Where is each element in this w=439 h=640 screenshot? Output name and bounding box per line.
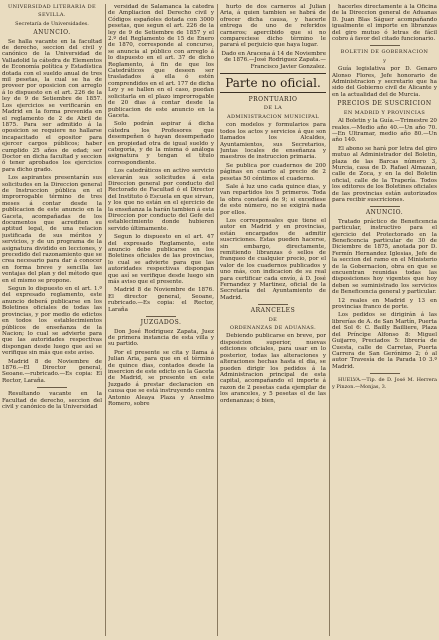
secretariat-header: Secretaría de Universidades. <box>15 20 89 27</box>
paragraph: Sale á luz uno cada quince dias, y van repartidos los 5 primeros. Toda la obra constará de 9; si excediese de este número, no se exigirá nada por ellos. <box>220 183 326 216</box>
paragraph: versidad de Salamanca la cátedra de Ampliacion del Derecho civil y Códigos españoles dotada con 3000 pesetas, que segun el art. 226 de la ley de 9 de Setiembre de 1857 y el 2.º del Reglamento de 15 de Enero de 1870, corresponde al concurso, se anuncia al público con arreglo á lo dispuesto en el art. 37 de dicho Reglamento, á fin de que los Catedráticos que deseen ser trasladados á ella ó estén comprendidos en el art. 177 de dicha Ley y se hallen en el caso, puedan solicitarla en el plazo improrrogable de 20 dias á contar desde la publicacion de este anuncio en la Gaceta. <box>108 4 214 119</box>
subheading: y <box>383 57 386 64</box>
subheading: PRONTUARIO <box>248 96 298 104</box>
paragraph: Los pedidos se dirigirán á las librerías de A. de San Martín, Puerta del Sol 6: C. Bailly Bailliere, Plaza del Príncipe Alfonso 8: Miguel Guijarro, Preciados 5: librería de Cuesta, calle de Carretas, Puerta Carrera de San Gerónimo 2; ó al autor Travesía de la Parada 10 3.º Madrid. <box>332 312 437 370</box>
paragraph: hacerles directamente á la Oficina de la Direccion general de Aduanas D. Juan Blas Ságuer acompañando igualmente el importe en libranzas del giro mutuo ó letras de fácil cobro á favor del citado funcionario. <box>332 4 437 43</box>
paragraph: El abono se hará por letra del giro mutuo al Administrador del Boletin, plaza de las Barcas número 3, Murcia, casa de D. Rafael Almazan, calle de Zoca, y en la del Boletin oficial, calle de la Trapería. Todos los editores de los Boletines oficiales de las provincias están autorizados para recibir suscriciones. <box>332 145 437 203</box>
paragraph: Los aspirantes presentarán sus solicitudes en la Direccion general de Instruccion pública en el improrrogable término de tres meses á contar desde la publicacion de este anuncio en la Gaceta, acompañadas de los documentos que acrediten su aptitud legal, de una relacion justificada de sus méritos y servicios, y de un programa de la asignatura dividido en lecciones, y precedido del razonamiento que se crea necesario para dar á conocer en forma breve y sencilla las ventajas del plan y del método que en el mismo se propone. <box>2 175 102 284</box>
notice-title: ANUNCIO. <box>33 29 71 37</box>
subheading: ADMINISTRACION MUNICIPAL <box>227 113 319 120</box>
paragraph: Tratado práctico de Beneficencia particular, instructivo para el ejercicio del Protectorado en la Beneficencia particular de 30 de Diciembre de 1875, anotada por D. Fermín Hernandez Iglesias, Jefe de la seccion del ramo en el Ministerio de la Gobernacion, obra en que se encuentran reunidas todas las disposiciones hoy vigentes que hoy deben se suministrado los servicios de Beneficencia general y particular. <box>332 218 437 296</box>
university-header: UNIVERSIDAD LITERARIA DE <box>7 4 97 10</box>
paragraph: Al Boletin y la Guía.—Trimestre 20 reales.—Medio año 40.—Un año 70.—En Ultramar, medio año 80.—Un año 140. <box>332 118 437 144</box>
subheading: ARANCELES <box>250 307 296 315</box>
column-3 <box>220 4 326 636</box>
column-1 <box>2 4 102 636</box>
separator <box>370 206 400 207</box>
signature-paragraph: Madrid 8 de Noviembre de 1876.—El Director general, Seoane.—rubricado.—Es copia: El Rector, Laraña. <box>2 358 102 384</box>
separator <box>37 387 67 388</box>
paragraph: Por el presente se cita y llama á Julian Aria, para que en el término de quince dias, contados desde la insercion de este edicto en la Gaceta de Madrid, se presente en este Juzgado á prestar declaracion en causa que se está instruyendo contra Antonio Aleaya Plaza y Anselmo Romero, sobre <box>108 349 214 407</box>
paragraph: 12 reales en Madrid y 13 en provincias franco de porte. <box>332 297 437 311</box>
separator <box>370 45 400 46</box>
separator <box>370 373 400 374</box>
paragraph: Se publica por cuadernos de 200 páginas en cuarto al precio de 2 pesetas 50 céntimos el cuaderno. <box>220 162 326 182</box>
subheading: DE LA <box>263 105 283 112</box>
paragraph: Guía legislativa por D. Genaro Alonso Flores, Jefe honorario de Administracion y secretario que ha sido del Gobierno civil de Alicante y en la actualidad del de Murcia. <box>332 66 437 98</box>
paragraph: Segun lo dispuesto en el art. 47 del expresado Reglamento, este anuncio debe publicarse en los Boletines oficiales de las provincias, lo cual se advierte para que las autoridades respectivas dispongan que así se verifique desde luego sin más aviso que el presente. <box>108 234 214 286</box>
paragraph: hurto de dos carneros al Julian Aria, á quien tambien se habrá de ofrecer dicha causa, y hacerle entrega de uno de referidos carneros; apercibido que si no compareciese dicho término le parará el perjuicio que haya lugar. <box>220 4 326 49</box>
paragraph: Solo podrán aspirar á dicha cátedra los Profesores que desempeñen ó hayan desempeñado en propiedad otra de igual sueldo y categoría, y de la misma ó análoga asignatura y tengan el título correspondiente. <box>108 121 214 166</box>
subheading: ORDENANZAS DE ADUANAS. <box>229 325 317 332</box>
paragraph: Los corresponsales que tiene el autor en Madrid y en provincias, están encargados de admitir suscriciones. Estas pueden hacerse, sin embargo, directamente, remitiendo libranzas ó sellos de franqueo de cualquier precio, por el valor de los cuadernos publicados y uno más, con indicacion de su real para certificar cada envío, á D. José Fernandez y Martinez, oficial de la Secretaría del Ayuntamiento de Madrid. <box>220 217 326 301</box>
column-rule <box>329 4 330 636</box>
paragraph: Los catedráticos en activo servicio elevarán sus solicitudes á esta Direccion general por conducto del Rectorado de Facultad ó el Director del Instituto ó Escuela en que sirvan, y los que no están en el ejercicio de la enseñanza la harán tambien á esta Direccion por conducto del Gefe del establecimiento donde hubieren servido últimamente. <box>108 168 214 232</box>
subheading: PRECIOS DE SUSCRICION <box>337 100 432 108</box>
paragraph: Resultando vacante en la Facultad de derecho, seccion del civil y canónico de la Universidad <box>2 391 102 410</box>
notice-title: ANUNCIO. <box>365 209 404 217</box>
subheading: BOLETIN DE GOBERNACION <box>340 49 429 56</box>
printer-imprint: HUELVA.—Tip. de D. José M. Herrera y Pinzon.—Monjas, 3. <box>332 377 437 390</box>
signature-paragraph: Dado en Aracena á 14 de Noviembre de 1876.—José Rodriguez Zapata.—Francisco Javier Gonzalez. <box>221 50 326 70</box>
signature-paragraph: Madrid 8 de Noviembre de 1876. El director general, Seoane, rubricado.—Es copia: el Rector, Laraña <box>108 287 214 313</box>
university-city: SEVILLA. <box>38 12 66 19</box>
separator <box>258 304 288 305</box>
paragraph: Debiendo publicarse en breve, por disposicion superior, nuevas ediciones oficiales, para usar en lo posterior, todas las alteraciones y alteraciones hechas hasta el dia, se pueden dirigir los pedidos á la Administracion principal de esta capital, acompañando el importe á razon de 2 pesetas cada ejemplar de los aranceles, y 5 pesetas el de las ordenanzas; ó bien, <box>220 333 326 404</box>
column-2 <box>108 4 214 636</box>
subheading: EN MADRID Y PROVINCIAS <box>343 109 426 116</box>
paragraph: con modelos y formularios para todos los actos y servicios á que son llamados los Alcaldes, Ayuntamientos, sus Secretarios, Juntas locales de enseñanza y maestros de instruccion primaria. <box>220 122 326 161</box>
paragraph: Segun lo dispuesto en el art. 1.º del expresado reglamento, este anuncio deberá publicarse en los Boletines oficiales de todas las provincias, y por medio de edictos en todos los establecimientos públicos de enseñanza de la Nacion; lo cual se advierte para que las autoridades respectivas dispongan desde luego que así se verifique sin más que este aviso. <box>2 286 102 357</box>
paragraph: Se halla vacante en la facultad de derecho, seccion del civil y canónico de la Universidad de Valladolid la cátedra de Elementos de Economía política y Estadística dotada con el sueldo anual de tres mil pesetas, la cual se ha de proveer por oposicion con arreglo á lo dispuesto en el art. 226 de la ley de 9 de Setiembre de 1857. Los ejercicios se verificarán en Madrid en la forma prevenida en el reglamento de 2 de Abril de 1875. Para ser admitido á la oposicion se requiere no hallarse incapacitado el opositor para ejercer cargos públicos; haber cumplido 25 años de edad; ser Doctor en dicha facultad y seccion ó tener aprobados los ejercicios para dicho grado. <box>2 38 102 173</box>
column-rule <box>217 4 218 636</box>
column-4 <box>332 4 437 636</box>
section-banner: Parte no oficial. <box>220 73 326 93</box>
subheading: DE <box>268 316 278 323</box>
separator <box>146 316 176 317</box>
paragraph: Don José Rodriguez Zapata, Juez de primera instancia de esta villa y su partido. <box>108 328 214 348</box>
section-title: JUZGADOS. <box>140 319 182 327</box>
column-rule <box>105 4 106 636</box>
